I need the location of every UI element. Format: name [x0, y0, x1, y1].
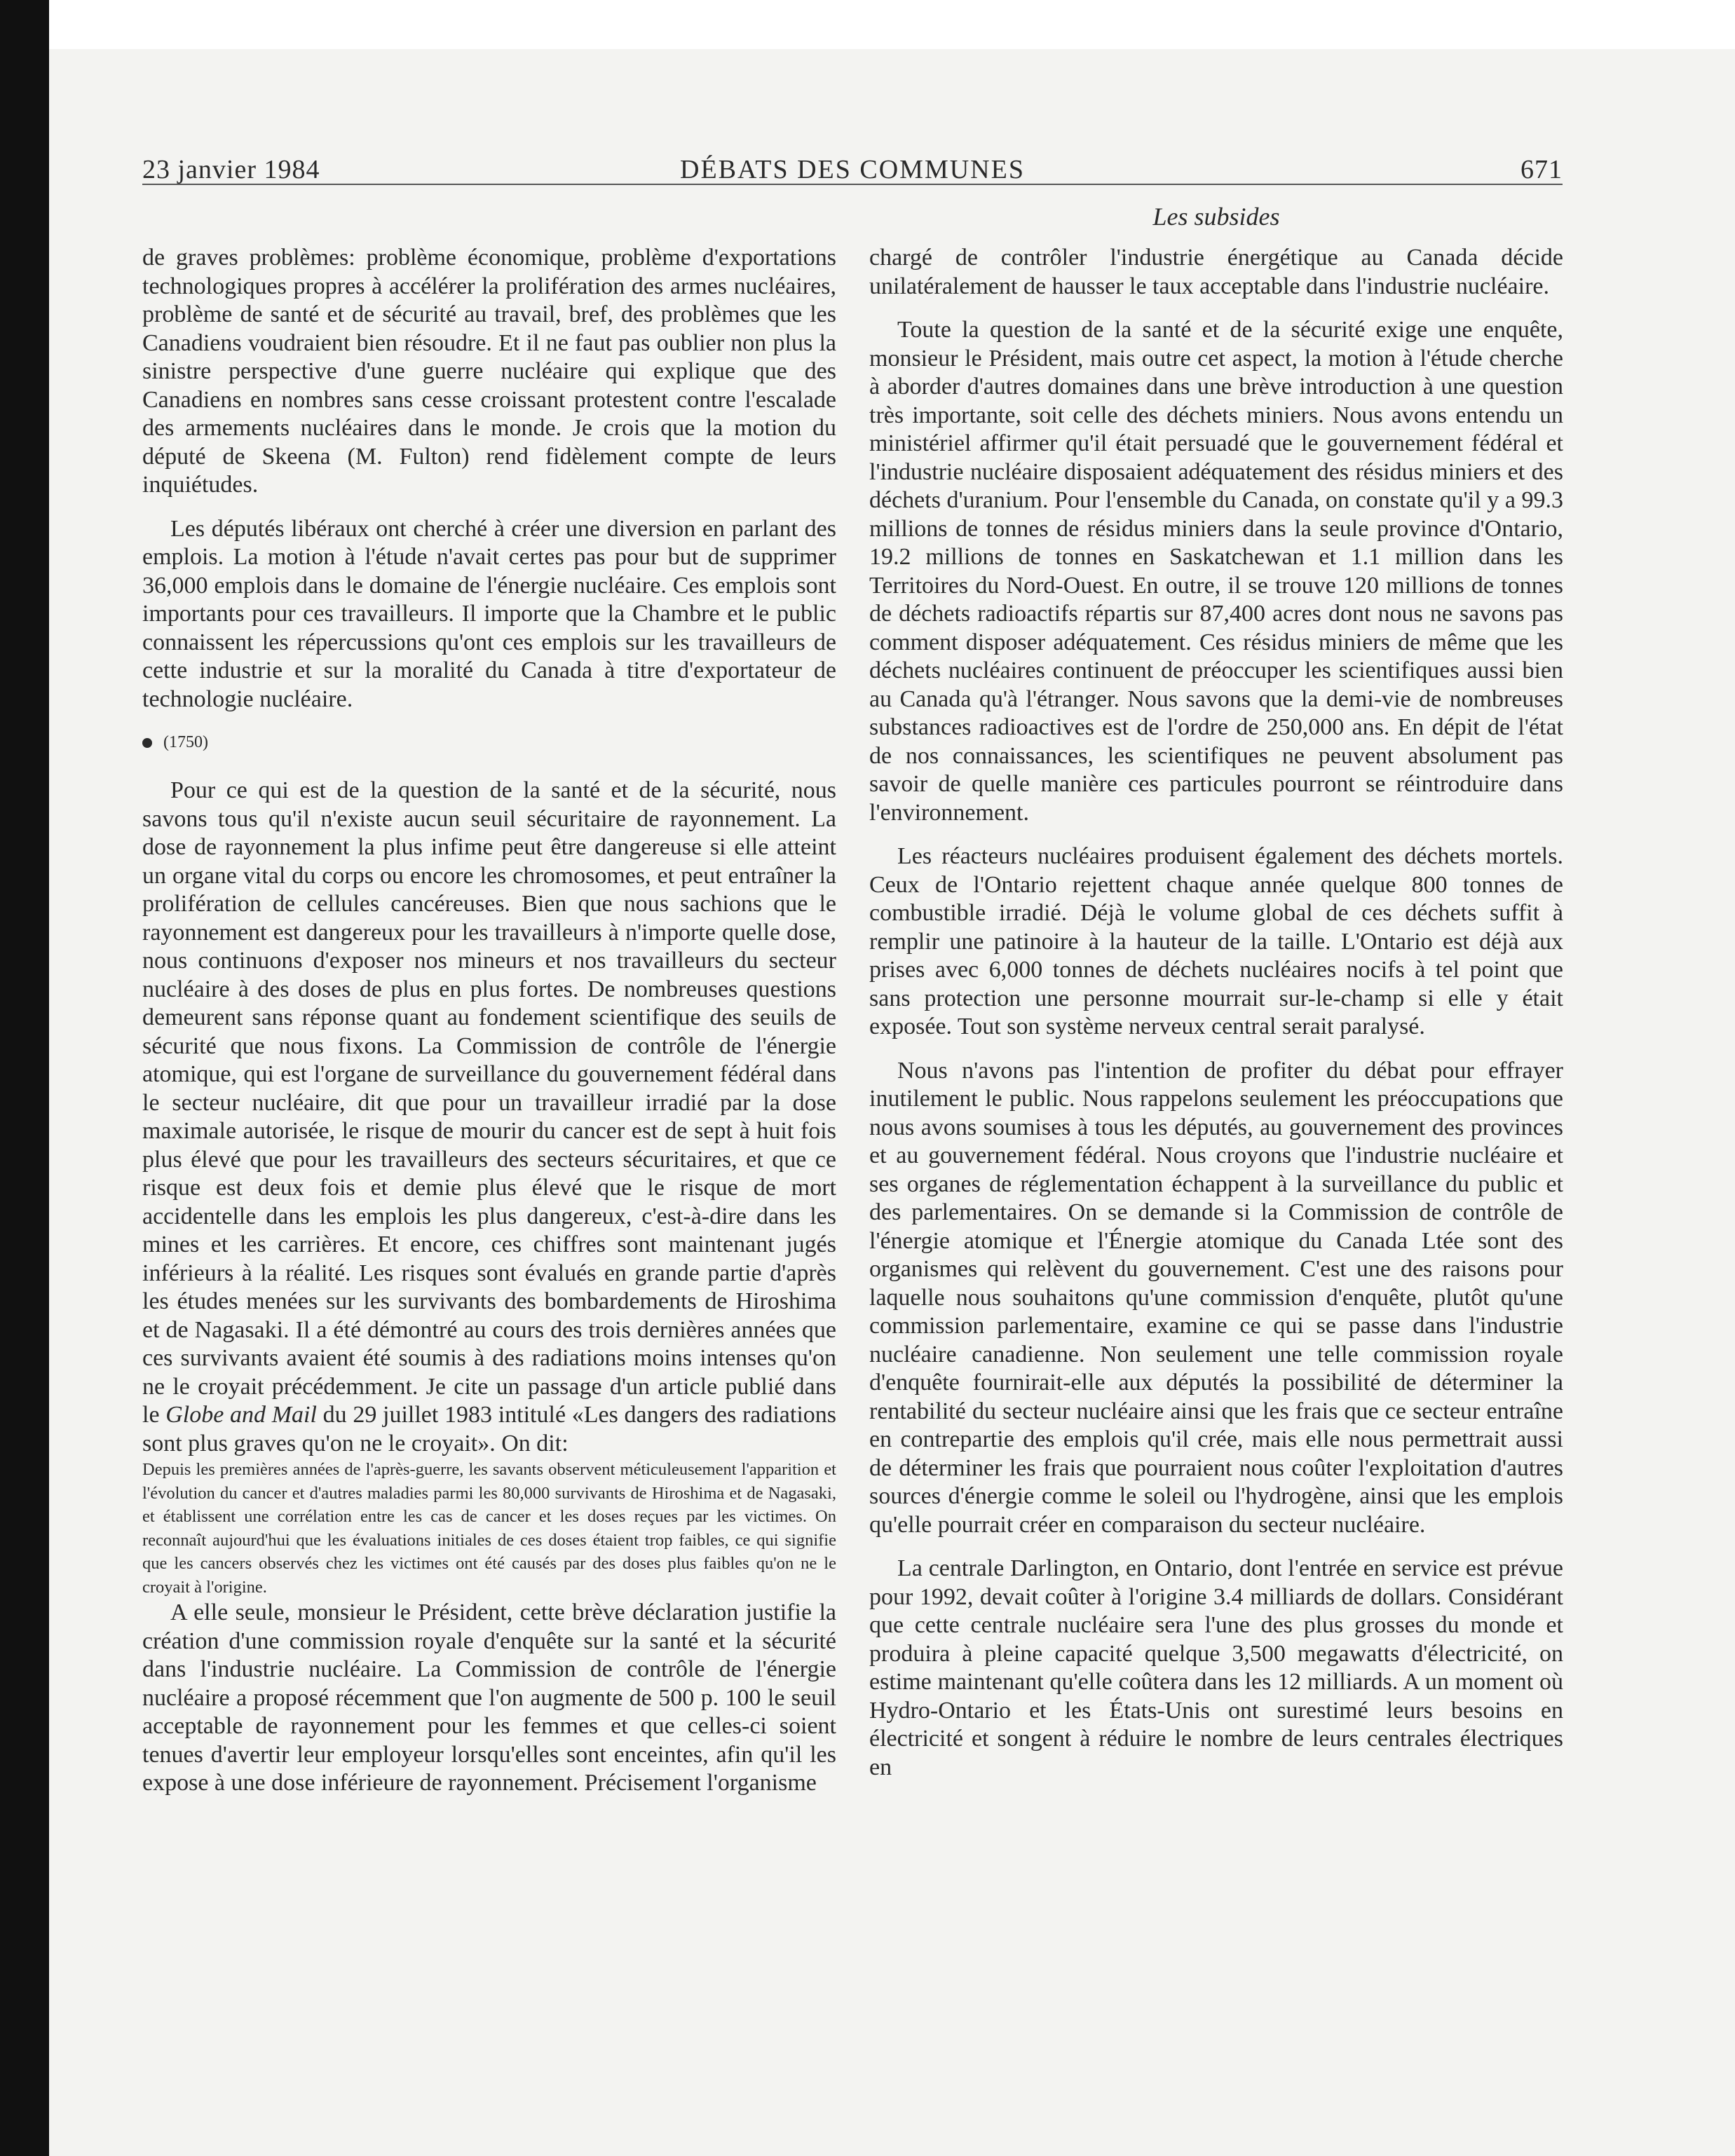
- page-number: 671: [1520, 155, 1563, 184]
- paragraph: Nous n'avons pas l'intention de profiter du débat pour effrayer inutilement le public. Nous rappelons seulement les préoccupations que nous avons soumises à tous les députés, au gouvernement des provinces et au gouvernement fédéral. Nous croyons que l'industrie nucléaire et ses organes de réglementation échappent à la surveillance du public et des parlementaires. On se demande si la Commission de contrôle de l'énergie atomique et l'Énergie atomique du Canada Ltée sont des organismes qui relèvent du gouvernement. C'est une des raisons pour laquelle nous souhaitons qu'une commission d'enquête, plutôt qu'une commission parlementaire, examine ce qui se passe dans l'industrie nucléaire canadienne. Non seulement une telle commission royale d'enquête fournirait-elle aux députés la possibilité de déterminer la rentabilité du secteur nucléaire ainsi que les frais que ce secteur entraîne en contrepartie des emplois qu'il crée, mais elle nous permettrait aussi de déterminer les frais que pourraient nous coûter l'exploitation d'autres sources d'énergie comme le soleil ou l'hydrogène, ainsi que les emplois qu'elle pourrait créer en comparaison du secteur nucléaire.: [869, 1057, 1563, 1538]
- newspaper-title: Globe and Mail: [165, 1402, 317, 1428]
- header-title: DÉBATS DES COMMUNES: [680, 155, 1025, 184]
- time-marker: [142, 732, 836, 753]
- paragraph: de graves problèmes: problème économique, problème d'exportations technologiques propres à accélérer la prolifération des armes nucléaires, problème de santé et de sécurité au travail, bref, des problèmes que les Canadiens voudraient bien résoudre. Et il ne faut pas oublier non plus la sinistre perspective d'une guerre nucléaire qui explique que des Canadiens en nombres sans cesse croissant protestent contre l'escalade des armements nucléaires dans le monde. Je crois que la motion du député de Skeena (M. Fulton) rend fidèlement compte de leurs inquiétudes.: [142, 245, 836, 498]
- right-column: [869, 244, 1563, 1782]
- paragraph: chargé de contrôler l'industrie énergétique au Canada décide unilatéralement de hausser le taux acceptable dans l'industrie nucléaire.: [869, 245, 1563, 299]
- paragraph: [142, 777, 836, 1458]
- section-title: Les subsides: [1152, 203, 1280, 231]
- block-quote: Depuis les premières années de l'après-guerre, les savants observent méticuleusement l'apparition et l'évolution du cancer et d'autres maladies parmi les 80,000 survivants de Hiroshima et de Nagasaki, et établissent une corrélation entre les cas de cancer et les doses reçues par les victimes. On reconnaît aujourd'hui que les évaluations initiales de ces doses étaient trop faibles, ce qui signifie que les cancers observés chez les victimes ont été causés par des doses plus faibles qu'on ne le croyait à l'origine.: [142, 1460, 836, 1597]
- paragraph: Toute la question de la santé et de la sécurité exige une enquête, monsieur le Président, mais outre cet aspect, la motion à l'étude cherche à aborder d'autres domaines dans une brève introduction à une question très importante, soit celle des déchets miniers. Nous avons entendu un ministériel affirmer qu'il était persuadé que le gouvernement fédéral et l'industrie nucléaire disposaient adéquatement des résidus miniers et des déchets d'uranium. Pour l'ensemble du Canada, on constate qu'il y a 99.3 millions de tonnes de résidus miniers dans la seule province d'Ontario, 19.2 millions de tonnes en Saskatchewan et 1.1 million dans les Territoires du Nord-Ouest. En outre, il se trouve 120 millions de tonnes de déchets radioactifs répartis sur 87,400 acres dont nous ne savons pas comment disposer adéquatement. Ces résidus miniers de même que les déchets nucléaires continuent de préoccuper les scientifiques aussi bien au Canada qu'à l'étranger. Nous savons que la demi-vie de nombreuses substances radioactives est de l'ordre de 250,000 ans. En dépit de l'état de nos connaissances, les scientifiques ne peuvent absolument pas savoir de quelle manière ces particules pourront se réintroduire dans l'environnement.: [869, 317, 1563, 826]
- bullet-icon: [142, 738, 152, 748]
- header-date: 23 janvier 1984: [142, 155, 320, 184]
- paragraph: Les députés libéraux ont cherché à créer une diversion en parlant des emplois. La motion à l'étude n'avait certes pas pour but de supprimer 36,000 emplois dans le domaine de l'énergie nucléaire. Ces emplois sont importants pour ces travailleurs. Il importe que la Chambre et le public connaissent les répercussions qu'ont ces emplois sur les travailleurs de cette industrie et sur la moralité du Canada à titre d'exportateur de technologie nucléaire.: [142, 515, 836, 712]
- scan-edge: [0, 0, 49, 2156]
- paragraph: La centrale Darlington, en Ontario, dont l'entrée en service est prévue pour 1992, devait coûter à l'origine 3.4 milliards de dollars. Considérant que cette centrale nucléaire sera l'une des plus grosses du monde et produira à pleine capacité quelque 3,500 megawatts d'électricité, on estime maintenant qu'elle coûtera dans les 12 milliards. A un moment où Hydro-Ontario et les États-Unis ont surestimé leurs besoins en électricité et songent à réduire le nombre de leurs centrales électriques en: [869, 1555, 1563, 1780]
- scan-margin: [49, 0, 1735, 49]
- time-marker-label: (1750): [163, 733, 208, 751]
- paragraph: Les réacteurs nucléaires produisent également des déchets mortels. Ceux de l'Ontario rejettent chaque année quelque 800 tonnes de combustible irradié. Déjà le volume global de ces déchets suffit à remplir une patinoire à la hauteur de la taille. L'Ontario est déjà aux prises avec 6,000 tonnes de déchets nucléaires nocifs à tel point que sans protection une personne mourrait sur-le-champ si elle y était exposée. Tout son système nerveux central serait paralysé.: [869, 843, 1563, 1039]
- left-column: [142, 244, 836, 1798]
- paragraph-text: Pour ce qui est de la question de la santé et de la sécurité, nous savons tous qu'il n'existe aucun seuil sécuritaire de rayonnement. La dose de rayonnement la plus infime peut être dangereuse si elle atteint un organe vital du corps ou encore les chromosomes, et peut entraîner la prolifération de cellules cancéreuses. Bien que nous sachions que le rayonnement est dangereux pour les travailleurs à n'importe quelle dose, nous continuons d'exposer nos mineurs et nos travailleurs du secteur nucléaire à des doses de plus en plus fortes. De nombreuses questions demeurent sans réponse quant au fondement scientifique des seuils de sécurité que nous fixons. La Commission de contrôle de l'énergie atomique, qui est l'organe de surveillance du gouvernement fédéral dans le secteur nucléaire, dit que pour un travailleur irradié par la dose maximale autorisée, le risque de mourir du cancer est de sept à huit fois plus élevé que pour les travailleurs des secteurs sécuritaires, et que ce risque est deux fois et demie plus élevé que le risque de mort accidentelle dans les emplois les plus dangereux, c'est-à-dire dans les mines et les carrières. Et encore, ces chiffres sont maintenant jugés inférieurs à la réalité. Les risques sont évalués en grande partie d'après les études menées sur les survivants des bombardements de Hiroshima et de Nagasaki. Il a été démontré au cours des trois dernières années que ces survivants avaient été soumis à des radiations moins intenses qu'on ne le croyait précédemment. Je cite un passage d'un article publié dans le: [142, 777, 836, 1428]
- paragraph: A elle seule, monsieur le Président, cette brève déclaration justifie la création d'une commission royale d'enquête sur la santé et la sécurité dans l'industrie nucléaire. La Commission de contrôle de l'énergie nucléaire a proposé récemment que l'on augmente de 500 p. 100 le seuil acceptable de rayonnement pour les femmes et que celles-ci soient tenues d'avertir leur employeur lorsqu'elles sont enceintes, afin qu'il les expose à une dose inférieure de rayonnement. Précisement l'organisme: [142, 1599, 836, 1796]
- paragraph-text: du 29 juillet 1983 intitulé «Les dangers des radiations sont plus graves qu'on ne le croyait». On dit:: [142, 1402, 837, 1456]
- header-rule: [142, 184, 1563, 185]
